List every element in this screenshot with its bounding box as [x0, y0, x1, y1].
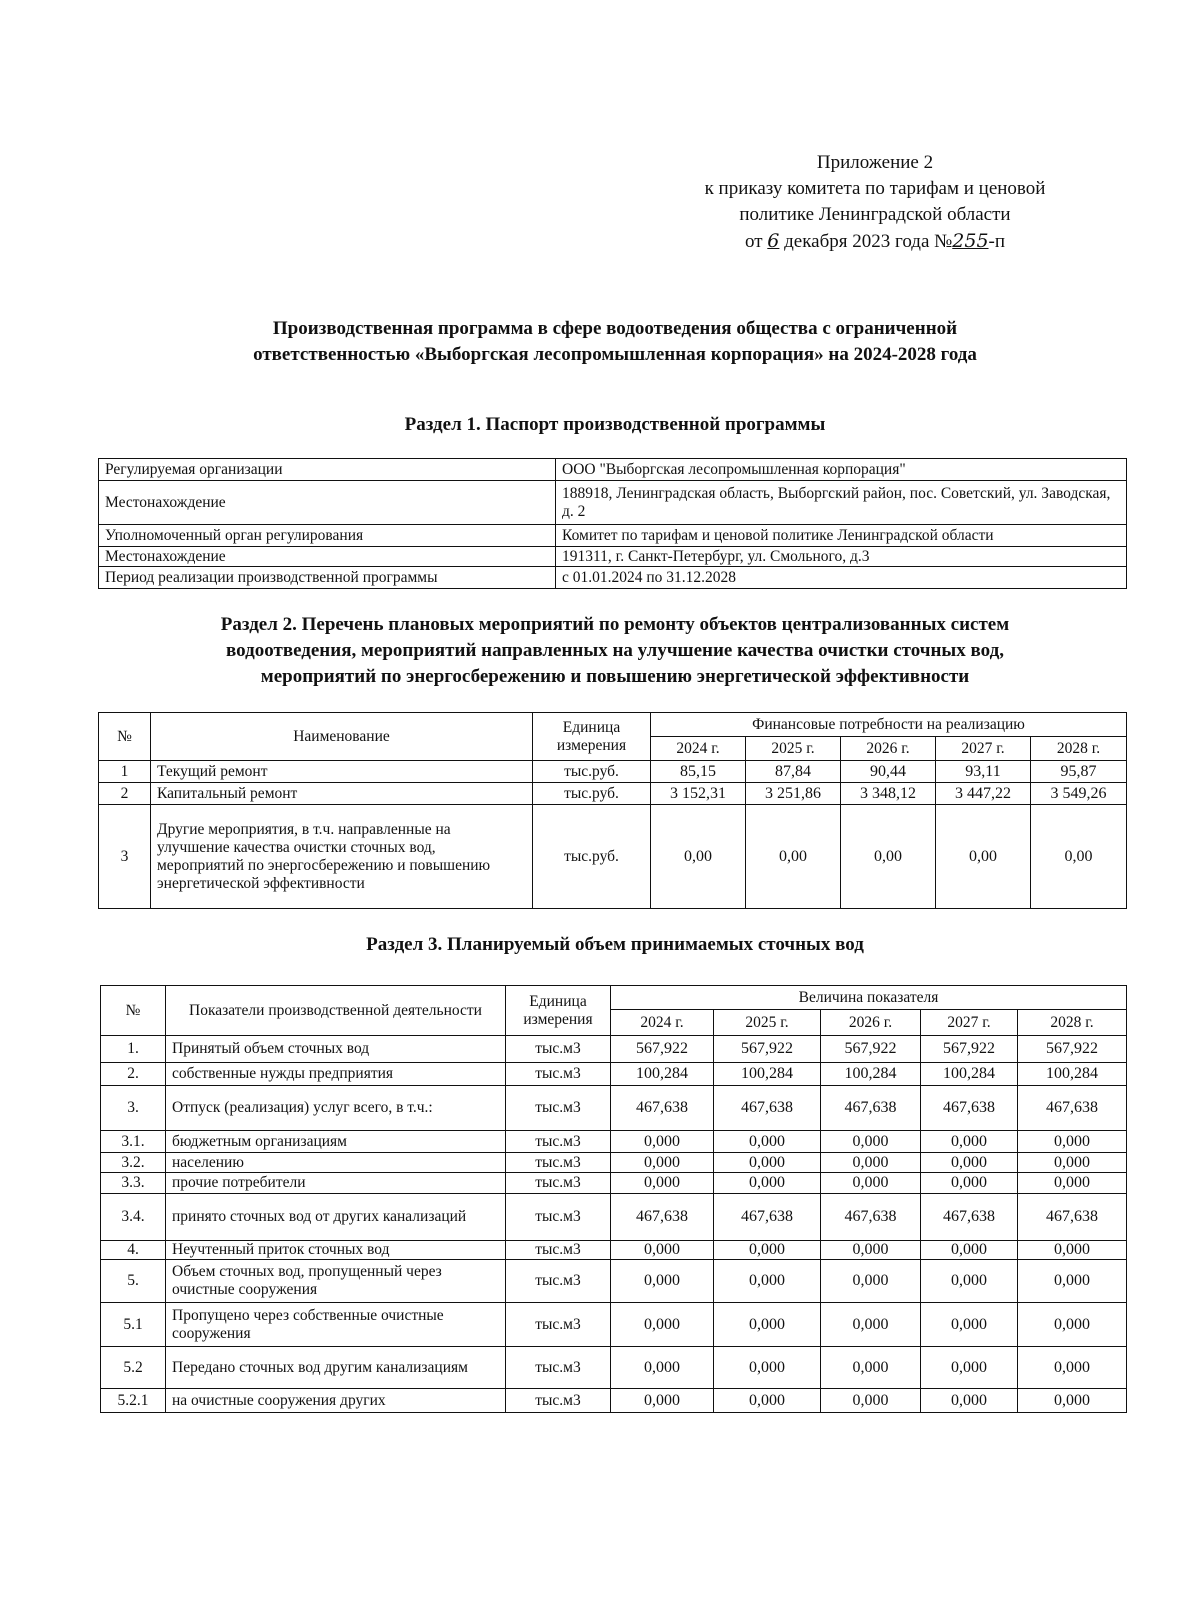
handwritten-number: 255 — [952, 230, 989, 252]
row-unit: тыс.м3 — [506, 1347, 611, 1389]
header-group: Величина показателя — [611, 986, 1127, 1010]
row-value: 85,15 — [651, 761, 746, 783]
row-value: 0,000 — [1018, 1173, 1127, 1194]
table-row — [101, 1260, 1127, 1303]
table-row — [101, 1131, 1127, 1153]
row-num: 5.1 — [101, 1303, 166, 1347]
appendix-header — [650, 150, 1100, 255]
row-value: 0,000 — [821, 1131, 921, 1153]
row-value: 0,000 — [714, 1347, 821, 1389]
row-name: бюджетным организациям — [166, 1131, 506, 1153]
section2-title — [100, 612, 1130, 690]
row-name: Неучтенный приток сточных вод — [166, 1241, 506, 1260]
passport-value: с 01.01.2024 по 31.12.2028 — [556, 567, 1127, 589]
row-value: 0,000 — [821, 1303, 921, 1347]
row-value: 3 152,31 — [651, 783, 746, 805]
row-value: 467,638 — [1018, 1086, 1127, 1131]
passport-table — [98, 458, 1127, 589]
row-value: 567,922 — [714, 1036, 821, 1063]
row-value: 467,638 — [714, 1086, 821, 1131]
header-name: Наименование — [151, 713, 533, 761]
passport-label: Местонахождение — [99, 547, 556, 567]
table-row — [101, 1303, 1127, 1347]
row-value: 0,000 — [1018, 1389, 1127, 1413]
row-name: Принятый объем сточных вод — [166, 1036, 506, 1063]
row-value: 0,000 — [821, 1260, 921, 1303]
row-unit: тыс.м3 — [506, 1194, 611, 1241]
passport-row — [99, 481, 1127, 525]
row-num: 2. — [101, 1063, 166, 1086]
row-value: 567,922 — [611, 1036, 714, 1063]
section2-title-line: мероприятий по энергосбережению и повышению энергетической эффективности — [260, 666, 970, 687]
passport-value: 191311, г. Санкт-Петербург, ул. Смольного, д.3 — [556, 547, 1127, 567]
row-num: 1 — [99, 761, 151, 783]
row-num: 5.2 — [101, 1347, 166, 1389]
row-value: 0,000 — [1018, 1131, 1127, 1153]
row-value: 0,000 — [714, 1173, 821, 1194]
row-value: 0,000 — [921, 1303, 1018, 1347]
header-year: 2024 г. — [611, 1010, 714, 1036]
row-num: 3.1. — [101, 1131, 166, 1153]
table-row — [101, 1063, 1127, 1086]
appendix-line: Приложение 2 — [816, 152, 934, 173]
row-value: 100,284 — [1018, 1063, 1127, 1086]
row-name: Капитальный ремонт — [151, 783, 533, 805]
table-row — [101, 1194, 1127, 1241]
section1-title: Раздел 1. Паспорт производственной программы — [404, 414, 826, 435]
row-unit: тыс.м3 — [506, 1389, 611, 1413]
row-value: 3 251,86 — [746, 783, 841, 805]
table-row — [99, 783, 1127, 805]
row-value: 0,000 — [921, 1260, 1018, 1303]
document-title-line: ответственностью «Выборгская лесопромышленная корпорация» на 2024-2028 года — [253, 344, 977, 365]
passport-row — [99, 459, 1127, 481]
row-unit: тыс.м3 — [506, 1063, 611, 1086]
row-value: 0,00 — [936, 805, 1031, 909]
header-year: 2026 г. — [821, 1010, 921, 1036]
row-unit: тыс.м3 — [506, 1153, 611, 1173]
row-name: Другие мероприятия, в т.ч. направленные на улучшение качества очистки сточных вод, мероприятий по энергосбережению и повышению энергетической эффективности — [151, 805, 533, 909]
header-year: 2026 г. — [841, 737, 936, 761]
row-unit: тыс.руб. — [533, 805, 651, 909]
row-num: 5.2.1 — [101, 1389, 166, 1413]
row-value: 467,638 — [821, 1194, 921, 1241]
row-unit: тыс.м3 — [506, 1131, 611, 1153]
row-unit: тыс.руб. — [533, 783, 651, 805]
passport-label: Местонахождение — [99, 481, 556, 525]
row-value: 0,00 — [1031, 805, 1127, 909]
header-group: Финансовые потребности на реализацию — [651, 713, 1127, 737]
row-value: 0,000 — [611, 1173, 714, 1194]
passport-value: Комитет по тарифам и ценовой политике Ленинградской области — [556, 525, 1127, 547]
row-value: 3 447,22 — [936, 783, 1031, 805]
table-row — [101, 1173, 1127, 1194]
row-value: 100,284 — [611, 1063, 714, 1086]
row-num: 1. — [101, 1036, 166, 1063]
row-unit: тыс.м3 — [506, 1241, 611, 1260]
row-value: 95,87 — [1031, 761, 1127, 783]
row-value: 0,000 — [1018, 1241, 1127, 1260]
row-name: прочие потребители — [166, 1173, 506, 1194]
header-year: 2028 г. — [1031, 737, 1127, 761]
header-num: № — [101, 986, 166, 1036]
passport-row — [99, 567, 1127, 589]
row-value: 93,11 — [936, 761, 1031, 783]
row-value: 567,922 — [1018, 1036, 1127, 1063]
row-value: 567,922 — [921, 1036, 1018, 1063]
row-value: 3 348,12 — [841, 783, 936, 805]
measures-table — [98, 712, 1127, 909]
row-num: 4. — [101, 1241, 166, 1260]
document-title — [100, 316, 1130, 368]
row-num: 3 — [99, 805, 151, 909]
row-name: принято сточных вод от других канализаций — [166, 1194, 506, 1241]
row-unit: тыс.м3 — [506, 1086, 611, 1131]
row-value: 0,000 — [821, 1241, 921, 1260]
row-value: 90,44 — [841, 761, 936, 783]
row-unit: тыс.руб. — [533, 761, 651, 783]
row-num: 3.2. — [101, 1153, 166, 1173]
section3-title: Раздел 3. Планируемый объем принимаемых сточных вод — [366, 934, 864, 955]
header-unit: Единица измерения — [533, 713, 651, 761]
row-unit: тыс.м3 — [506, 1173, 611, 1194]
row-name: Текущий ремонт — [151, 761, 533, 783]
row-value: 100,284 — [714, 1063, 821, 1086]
document-title-line: Производственная программа в сфере водоотведения общества с ограниченной — [272, 318, 958, 339]
header-year: 2027 г. — [936, 737, 1031, 761]
row-value: 467,638 — [714, 1194, 821, 1241]
header-year: 2028 г. — [1018, 1010, 1127, 1036]
row-value: 0,000 — [921, 1347, 1018, 1389]
row-value: 0,000 — [821, 1153, 921, 1173]
row-name: на очистные сооружения других — [166, 1389, 506, 1413]
row-value: 0,000 — [821, 1173, 921, 1194]
passport-value: ООО "Выборгская лесопромышленная корпорация" — [556, 459, 1127, 481]
number-suffix: -п — [988, 231, 1006, 252]
row-value: 0,000 — [1018, 1347, 1127, 1389]
row-value: 0,00 — [746, 805, 841, 909]
date-mid: декабря 2023 года № — [784, 231, 953, 252]
row-value: 0,000 — [921, 1173, 1018, 1194]
table-row — [101, 1036, 1127, 1063]
row-name: собственные нужды предприятия — [166, 1063, 506, 1086]
row-unit: тыс.м3 — [506, 1303, 611, 1347]
row-num: 2 — [99, 783, 151, 805]
row-name: Объем сточных вод, пропущенный через очистные сооружения — [166, 1260, 506, 1303]
row-value: 3 549,26 — [1031, 783, 1127, 805]
row-value: 0,000 — [714, 1260, 821, 1303]
table-row — [99, 761, 1127, 783]
row-num: 3.3. — [101, 1173, 166, 1194]
row-value: 87,84 — [746, 761, 841, 783]
row-value: 0,000 — [611, 1303, 714, 1347]
header-name: Показатели производственной деятельности — [166, 986, 506, 1036]
row-value: 0,000 — [821, 1347, 921, 1389]
section2-title-line: водоотведения, мероприятий направленных на улучшение качества очистки сточных вод, — [226, 640, 1004, 661]
order-date-line — [650, 228, 1100, 255]
row-unit: тыс.м3 — [506, 1036, 611, 1063]
row-value: 0,000 — [714, 1389, 821, 1413]
row-value: 0,000 — [611, 1260, 714, 1303]
row-unit: тыс.м3 — [506, 1260, 611, 1303]
row-value: 0,000 — [611, 1347, 714, 1389]
wastewater-volume-table — [100, 985, 1127, 1413]
table-row — [101, 1389, 1127, 1413]
row-name: Отпуск (реализация) услуг всего, в т.ч.: — [166, 1086, 506, 1131]
header-year: 2025 г. — [714, 1010, 821, 1036]
table-row — [99, 805, 1127, 909]
row-value: 0,000 — [1018, 1153, 1127, 1173]
row-value: 0,00 — [841, 805, 936, 909]
row-value: 467,638 — [1018, 1194, 1127, 1241]
row-value: 0,000 — [921, 1153, 1018, 1173]
row-value: 467,638 — [611, 1086, 714, 1131]
passport-label: Регулируемая организации — [99, 459, 556, 481]
row-num: 3.4. — [101, 1194, 166, 1241]
header-num: № — [99, 713, 151, 761]
row-value: 0,000 — [611, 1241, 714, 1260]
row-value: 0,000 — [921, 1241, 1018, 1260]
passport-value: 188918, Ленинградская область, Выборгский район, пос. Советский, ул. Заводская, д. 2 — [556, 481, 1127, 525]
row-name: населению — [166, 1153, 506, 1173]
section2-title-line: Раздел 2. Перечень плановых мероприятий по ремонту объектов централизованных систем — [220, 614, 1010, 635]
row-value: 467,638 — [921, 1086, 1018, 1131]
row-value: 467,638 — [921, 1194, 1018, 1241]
handwritten-day: 6 — [767, 230, 780, 252]
row-value: 0,000 — [714, 1241, 821, 1260]
row-value: 467,638 — [611, 1194, 714, 1241]
passport-label: Период реализации производственной программы — [99, 567, 556, 589]
row-value: 100,284 — [821, 1063, 921, 1086]
table-row — [101, 1241, 1127, 1260]
row-value: 0,000 — [1018, 1303, 1127, 1347]
passport-row — [99, 547, 1127, 567]
row-value: 0,000 — [714, 1153, 821, 1173]
row-value: 0,000 — [921, 1131, 1018, 1153]
appendix-line: к приказу комитета по тарифам и ценовой — [704, 178, 1046, 199]
row-num: 5. — [101, 1260, 166, 1303]
row-value: 0,000 — [821, 1389, 921, 1413]
header-unit: Единица измерения — [506, 986, 611, 1036]
header-year: 2024 г. — [651, 737, 746, 761]
row-value: 0,000 — [1018, 1260, 1127, 1303]
table-row — [101, 1347, 1127, 1389]
row-value: 0,00 — [651, 805, 746, 909]
row-value: 0,000 — [921, 1389, 1018, 1413]
row-num: 3. — [101, 1086, 166, 1131]
date-prefix: от — [744, 231, 763, 252]
passport-row — [99, 525, 1127, 547]
row-value: 100,284 — [921, 1063, 1018, 1086]
header-year: 2025 г. — [746, 737, 841, 761]
row-value: 0,000 — [714, 1303, 821, 1347]
table-row — [101, 1153, 1127, 1173]
row-name: Передано сточных вод другим канализациям — [166, 1347, 506, 1389]
row-value: 0,000 — [714, 1131, 821, 1153]
row-value: 467,638 — [821, 1086, 921, 1131]
header-year: 2027 г. — [921, 1010, 1018, 1036]
row-value: 0,000 — [611, 1153, 714, 1173]
appendix-line: политике Ленинградской области — [739, 204, 1011, 225]
row-name: Пропущено через собственные очистные сооружения — [166, 1303, 506, 1347]
passport-label: Уполномоченный орган регулирования — [99, 525, 556, 547]
row-value: 567,922 — [821, 1036, 921, 1063]
table-row — [101, 1086, 1127, 1131]
row-value: 0,000 — [611, 1131, 714, 1153]
row-value: 0,000 — [611, 1389, 714, 1413]
